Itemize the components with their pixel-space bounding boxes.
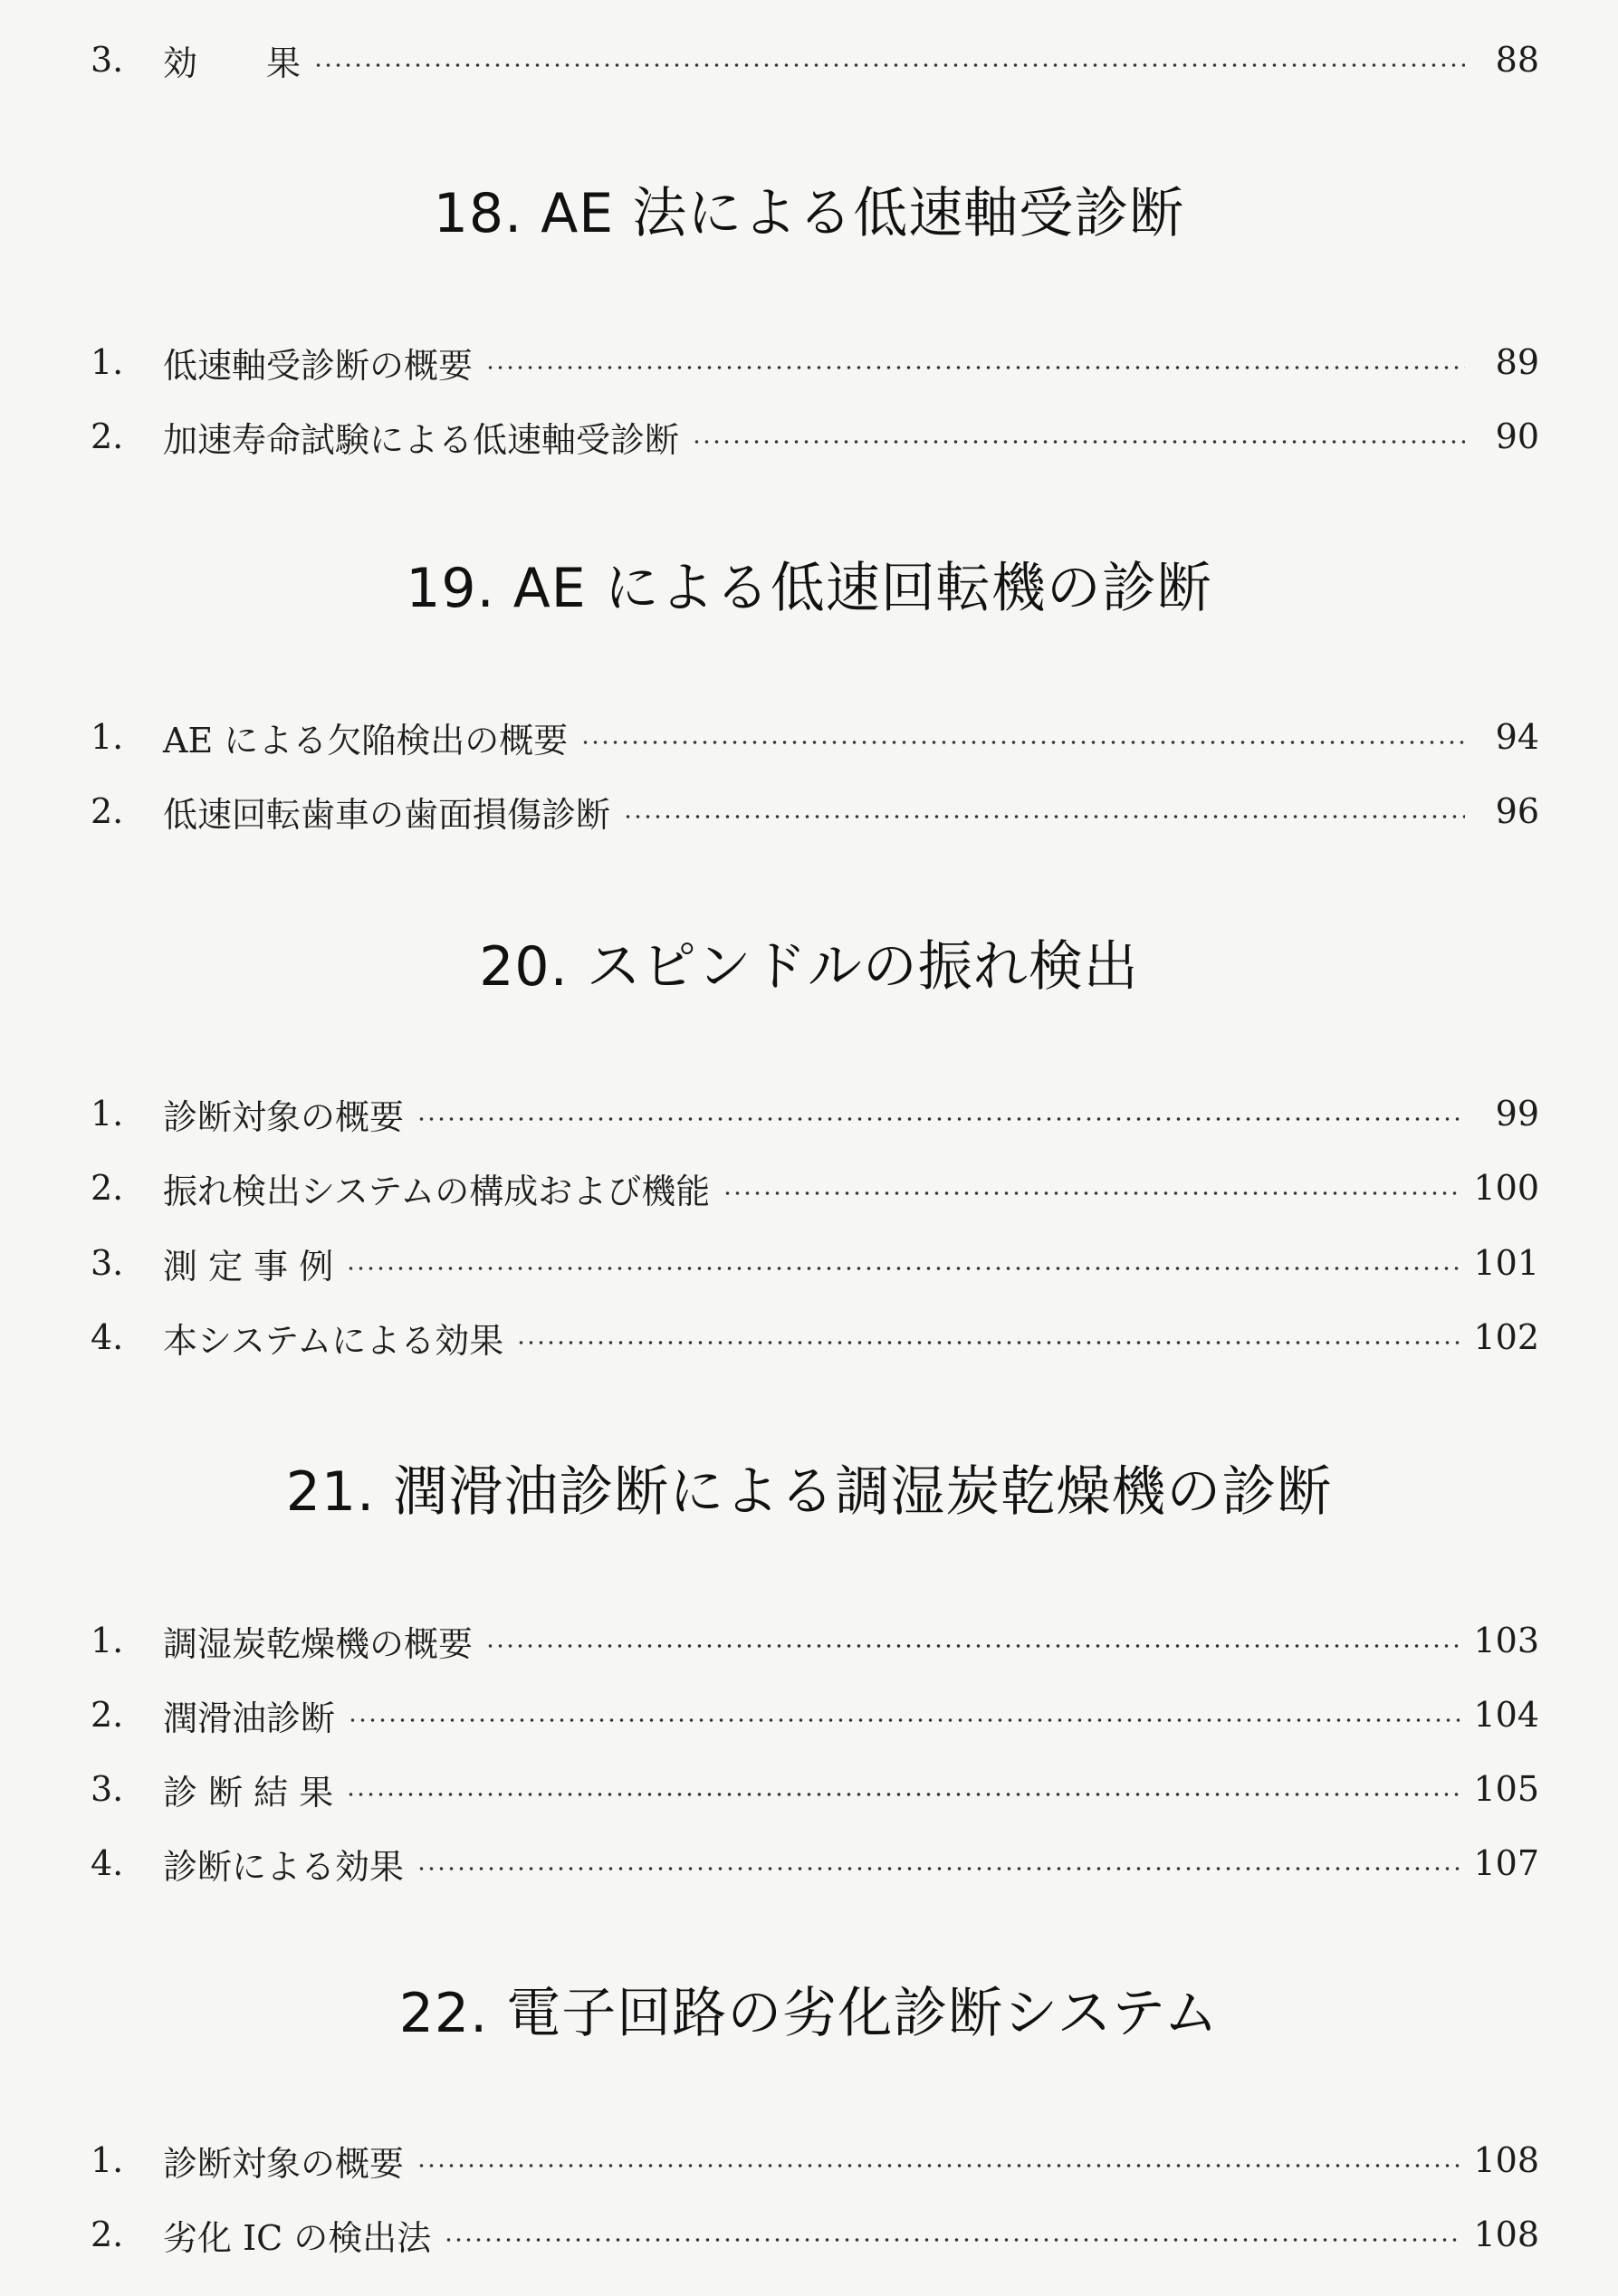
leader-dots	[416, 1866, 1462, 1871]
toc-entry	[91, 411, 1539, 462]
entry-page: 102	[1473, 1317, 1539, 1357]
entry-page: 108	[1473, 2140, 1539, 2180]
entry-title: 調湿炭乾燥機の概要	[163, 1623, 474, 1664]
leader-dots	[416, 2163, 1462, 2168]
chapter-heading: 18. AE 法による低速軸受診断	[433, 182, 1185, 245]
leader-dots	[313, 62, 1465, 68]
entry-page: 108	[1473, 2215, 1539, 2254]
entry-number: 2.	[91, 791, 124, 831]
leader-dots	[692, 439, 1465, 445]
toc-entry	[91, 1238, 1539, 1288]
leader-dots	[346, 1792, 1462, 1797]
toc-entry	[91, 1088, 1539, 1139]
entry-number: 2.	[91, 1695, 124, 1735]
entry-page: 101	[1473, 1243, 1539, 1283]
entry-title: 本システムによる効果	[163, 1320, 504, 1361]
entry-page: 100	[1473, 1168, 1539, 1208]
toc-entry	[91, 2209, 1539, 2260]
entry-page: 88	[1495, 40, 1539, 80]
entry-page: 104	[1473, 1695, 1539, 1735]
entry-title: 低速回転歯車の歯面損傷診断	[163, 794, 611, 835]
entry-number: 3.	[91, 1769, 124, 1809]
leader-dots	[416, 1116, 1465, 1122]
entry-number: 1.	[91, 1094, 124, 1134]
leader-dots	[348, 1717, 1462, 1723]
entry-number: 2.	[91, 2215, 124, 2254]
toc-entry	[91, 34, 1539, 85]
entry-number: 3.	[91, 1243, 124, 1283]
entry-page: 96	[1495, 791, 1539, 831]
toc-entry	[91, 1162, 1539, 1213]
entry-title: 振れ検出システムの構成および機能	[163, 1171, 711, 1211]
entry-title: 潤滑油診断	[163, 1698, 336, 1738]
entry-number: 1.	[91, 342, 124, 382]
chapter-heading: 21. 潤滑油診断による調湿炭乾燥機の診断	[285, 1460, 1333, 1524]
entry-title: 測 定 事 例	[163, 1246, 334, 1287]
entry-number: 3.	[91, 40, 124, 80]
entry-page: 99	[1495, 1094, 1539, 1134]
entry-title: 診 断 結 果	[163, 1772, 334, 1813]
entry-page: 89	[1495, 342, 1539, 382]
leader-dots	[485, 365, 1465, 370]
leader-dots	[623, 814, 1465, 819]
entry-page: 90	[1495, 416, 1539, 456]
entry-title: 効 果	[163, 43, 302, 83]
leader-dots	[485, 1643, 1462, 1649]
chapter-heading: 19. AE による低速回転機の診断	[406, 557, 1212, 620]
entry-number: 2.	[91, 1168, 124, 1208]
toc-entry	[91, 2135, 1539, 2186]
entry-page: 105	[1473, 1769, 1539, 1809]
toc-entry	[91, 1615, 1539, 1666]
entry-page: 94	[1495, 717, 1539, 757]
chapter-heading: 20. スピンドルの振れ検出	[479, 935, 1139, 999]
toc-entry	[91, 1838, 1539, 1889]
entry-page: 103	[1473, 1621, 1539, 1660]
entry-number: 4.	[91, 1317, 124, 1357]
entry-title: 診断による効果	[163, 1846, 405, 1887]
entry-number: 1.	[91, 2140, 124, 2180]
entry-title: 加速寿命試験による低速軸受診断	[163, 419, 680, 460]
leader-dots	[723, 1191, 1462, 1196]
leader-dots	[444, 2237, 1462, 2243]
entry-title: 診断対象の概要	[163, 1096, 405, 1137]
entry-page: 107	[1473, 1843, 1539, 1883]
entry-title: AE による欠陥検出の概要	[163, 720, 569, 761]
chapter-heading: 22. 電子回路の劣化診断システム	[398, 1982, 1220, 2045]
toc-entry	[91, 786, 1539, 837]
toc-entry	[91, 1689, 1539, 1740]
entry-title: 診断対象の概要	[163, 2143, 405, 2184]
toc-entry	[91, 1312, 1539, 1363]
entry-number: 1.	[91, 717, 124, 757]
toc-entry	[91, 712, 1539, 762]
entry-title: 劣化 IC の検出法	[163, 2217, 432, 2258]
leader-dots	[346, 1266, 1462, 1271]
leader-dots	[580, 740, 1465, 745]
toc-entry	[91, 1764, 1539, 1814]
entry-number: 2.	[91, 416, 124, 456]
toc-entry	[91, 337, 1539, 387]
entry-title: 低速軸受診断の概要	[163, 345, 474, 386]
entry-number: 4.	[91, 1843, 124, 1883]
leader-dots	[516, 1340, 1462, 1345]
entry-number: 1.	[91, 1621, 124, 1660]
